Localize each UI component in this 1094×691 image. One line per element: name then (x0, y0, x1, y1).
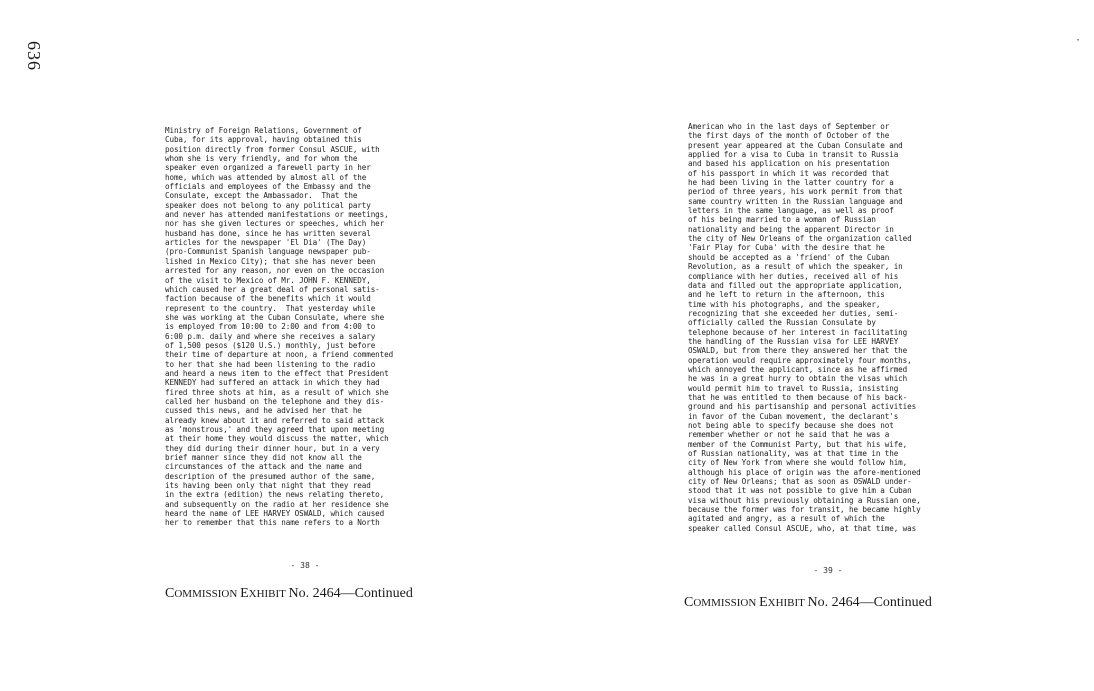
text-line: should be accepted as a 'friend' of the Cuban (688, 252, 890, 262)
text-line: officially called the Russian Consulate by (688, 318, 876, 328)
text-line: he had been living in the latter country for a (688, 178, 894, 188)
text-line: lished in Mexico City); that she has never been (165, 256, 376, 266)
text-line: speaker called Consul ASCUE, who, at that time, was (688, 523, 917, 533)
text-line: and he left to return in the afternoon, this (688, 290, 885, 300)
text-line: arrested for any reason, nor even on the occasion (165, 266, 385, 276)
text-line: articles for the newspaper 'El Dia' (The Day) (165, 238, 367, 248)
text-line: of his being married to a woman of Russian (688, 215, 876, 225)
text-line: applied for a visa to Cuba in transit to Russia (688, 150, 899, 160)
caption-smallcaps: OMMISSION (174, 588, 241, 600)
caption-number: No. 2464—Continued (807, 595, 932, 610)
text-line: American who in the last days of September or (688, 122, 890, 131)
text-line: city of New York from where she would follow him, (688, 458, 908, 468)
caption-letter: E (240, 586, 249, 601)
text-line: although his place of origin was the afore-mentioned (688, 467, 921, 477)
text-line: description of the presumed author of the same, (165, 471, 376, 481)
text-line: agitated and angry, as a result of which the (688, 514, 885, 524)
text-line: would permit him to travel to Russia, insisting (688, 383, 899, 393)
text-line: in favor of the Cuban movement, the declarant's (688, 411, 899, 421)
text-line: Consulate, except the Ambassador. That the (165, 191, 358, 201)
text-line: their time of departure at noon, a friend commented (165, 350, 394, 360)
left-exhibit-caption (165, 586, 413, 602)
text-line: he was in a great hurry to obtain the visas which (688, 374, 908, 384)
caption-smallcaps: OMMISSION (693, 597, 760, 609)
text-line: already knew about it and referred to said attack (165, 415, 385, 425)
text-line: which caused her a great deal of personal satis- (165, 284, 380, 294)
right-exhibit-caption (684, 595, 932, 611)
text-line: home, which was attended by almost all of the (165, 172, 367, 182)
text-line: ground and his partisanship and personal activities (688, 402, 917, 412)
text-line: to her that she had been listening to the radio (165, 359, 376, 369)
text-line: not being able to specify because she does not (688, 421, 894, 430)
text-line: and never has attended manifestations or meetings, (165, 210, 389, 220)
text-line: period of three years, his work permit from that (688, 187, 903, 197)
text-line: the first days of the month of October of the (688, 131, 890, 141)
text-line: operation would require approximately four months, (688, 355, 912, 365)
text-line: member of the Communist Party, but that his wife, (688, 439, 908, 449)
text-line: recognizing that she exceeded her duties, semi- (688, 308, 899, 318)
text-line: letters in the same language, as well as proof (688, 206, 894, 216)
caption-smallcaps: XHIBIT (767, 597, 808, 609)
text-line: fired three shots at him, as a result of which she (165, 387, 389, 397)
side-page-number: 636 (24, 41, 45, 71)
text-line: because the former was for transit, he became highly (688, 505, 921, 515)
text-line: in the extra (edition) the news relating thereto, (165, 490, 385, 500)
text-line: is employed from 10:00 to 2:00 and from 4:00 to (165, 322, 376, 332)
right-page-number: - 39 - (813, 566, 843, 575)
caption-letter: C (684, 595, 694, 610)
text-line: OSWALD, but from there they answered her that the (688, 346, 908, 356)
left-page-body (165, 126, 465, 528)
text-line: the city of New Orleans of the organization called (688, 234, 912, 244)
text-line: the handling of the Russian visa for LEE HARVEY (688, 336, 899, 346)
left-page (165, 0, 465, 691)
text-line: city of New Orleans; that as soon as OSWALD under- (688, 477, 912, 487)
text-line: as 'monstrous,' and they agreed that upon meeting (165, 425, 385, 434)
right-page (684, 0, 988, 691)
text-line: compliance with her duties, received all of his (688, 271, 899, 281)
text-line: heard the name of LEE HARVEY OSWALD, which caused (165, 509, 385, 519)
text-line: stood that it was not possible to give him a Cuban (688, 486, 912, 496)
caption-letter: C (165, 586, 175, 601)
text-line: nationality and being the apparent Director in (688, 224, 894, 234)
text-line: faction because of the benefits which it would (165, 294, 371, 304)
text-line: Cuba, for its approval, having obtained this (165, 135, 362, 145)
text-line: position directly from former Consul ASCUE, with (165, 144, 380, 154)
caption-letter: E (759, 595, 768, 610)
text-line: that he was entitled to them because of his back- (688, 392, 908, 402)
text-line: called her husband on the telephone and they dis- (165, 396, 385, 406)
corner-mark: · (1076, 33, 1080, 47)
text-line: and heard a news item to the effect that President (165, 368, 389, 378)
text-line: time with his photographs, and the speaker, (688, 299, 881, 309)
text-line: of his passport in which it was recorded that (688, 168, 890, 178)
text-line: of the visit to Mexico of Mr. JOHN F. KENNEDY, (165, 275, 371, 285)
text-line: data and filled out the appropriate application, (688, 280, 903, 290)
text-line: she was working at the Cuban Consulate, where she (165, 312, 385, 322)
text-line: same country written in the Russian language and (688, 196, 903, 206)
text-line: (pro-Communist Spanish language newspaper pub- (165, 247, 371, 257)
text-line: present year appeared at the Cuban Consulate and (688, 140, 903, 150)
text-line: Ministry of Foreign Relations, Government of (165, 126, 362, 135)
text-line: and subsequently on the radio at her residence she (165, 499, 389, 509)
text-line: of 1,500 pesos ($120 U.S.) monthly, just before (165, 340, 376, 350)
right-page-body (688, 122, 988, 533)
text-line: they did during their dinner hour, but in a very (165, 443, 380, 453)
text-line: speaker does not belong to any political party (165, 200, 371, 210)
text-line: officials and employees of the Embassy and the (165, 182, 371, 192)
text-line: circumstances of the attack and the name and (165, 462, 362, 472)
text-line: at their home they would discuss the matter, which (165, 434, 389, 444)
text-line: 'Fair Play for Cuba' with the desire that he (688, 243, 885, 253)
text-line: represent to the country. That yesterday while (165, 303, 376, 313)
text-line: husband has done, since he has written several (165, 228, 371, 238)
text-line: cussed this news, and he advised her that he (165, 406, 362, 416)
text-line: of Russian nationality, was at that time in the (688, 449, 899, 459)
text-line: its having been only that night that they read (165, 481, 371, 491)
left-page-number: - 38 - (290, 561, 320, 570)
text-line: Revolution, as a result of which the speaker, in (688, 262, 903, 272)
text-line: remember whether or not he said that he was a (688, 430, 890, 440)
text-line: visa without his previously obtaining a Russian one, (688, 495, 921, 505)
text-line: whom she is very friendly, and for whom the (165, 154, 358, 164)
text-line: 6:00 p.m. daily and where she receives a salary (165, 331, 376, 341)
text-line: brief manner since they did not know all the (165, 453, 362, 463)
text-line: KENNEDY had suffered an attack in which they had (165, 378, 380, 388)
caption-number: No. 2464—Continued (288, 586, 413, 601)
text-line: nor has she given lectures or speeches, which her (165, 219, 385, 229)
text-line: which annoyed the applicant, since as he affirmed (688, 364, 908, 374)
text-line: telephone because of her interest in facilitating (688, 327, 908, 337)
text-line: and based his application on his presentation (688, 159, 890, 169)
caption-smallcaps: XHIBIT (248, 588, 289, 600)
text-line: speaker even organized a farewell party in her (165, 163, 371, 173)
text-line: her to remember that this name refers to a North (165, 518, 380, 528)
